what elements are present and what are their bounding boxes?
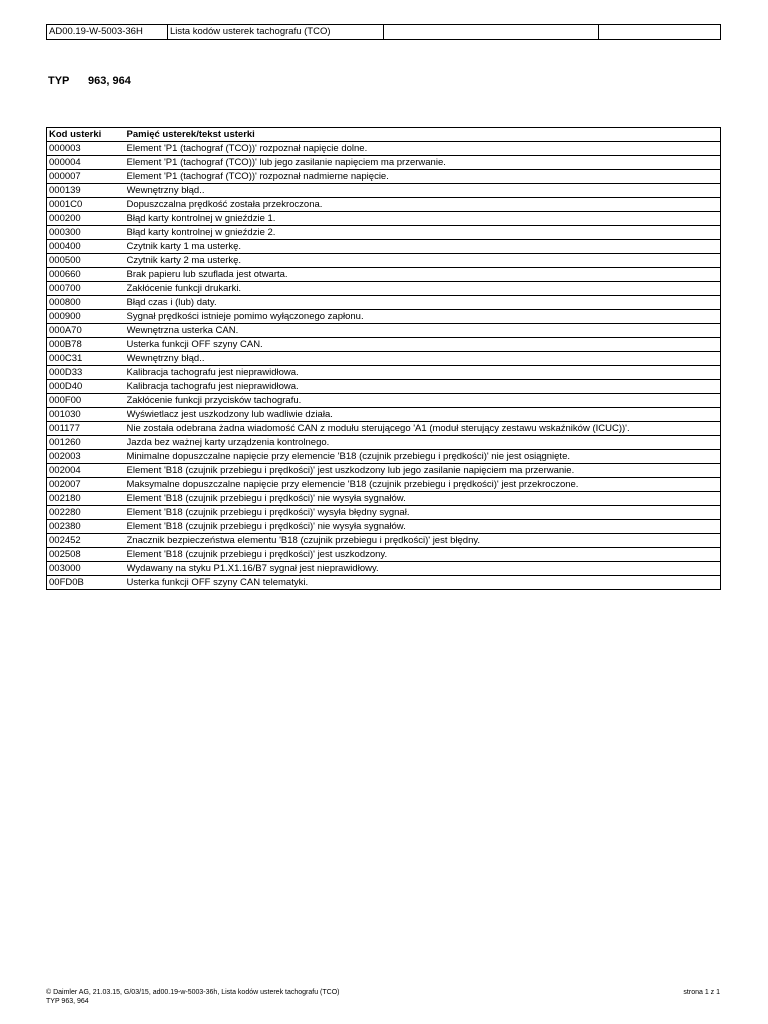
table-row <box>47 534 721 548</box>
fault-code: 000007 <box>47 170 127 184</box>
header-empty-cell <box>384 25 599 40</box>
fault-code: 000800 <box>47 296 127 310</box>
fault-description: Element 'B18 (czujnik przebiegu i prędkości)' jest uszkodzony. <box>127 548 721 562</box>
fault-rows <box>47 142 721 590</box>
fault-description: Błąd czas i (lub) daty. <box>127 296 721 310</box>
fault-code: 002180 <box>47 492 127 506</box>
table-row <box>47 268 721 282</box>
fault-description: Maksymalne dopuszczalne napięcie przy elemencie 'B18 (czujnik przebiegu i prędkości)' jest przekroczone. <box>127 478 721 492</box>
fault-description: Wydawany na styku P1.X1.16/B7 sygnał jest nieprawidłowy. <box>127 562 721 576</box>
table-row <box>47 478 721 492</box>
footer-typ: TYP 963, 964 <box>46 998 89 1005</box>
fault-description: Brak papieru lub szuflada jest otwarta. <box>127 268 721 282</box>
table-row <box>47 296 721 310</box>
table-row <box>47 576 721 590</box>
fault-code: 00FD0B <box>47 576 127 590</box>
fault-description: Sygnał prędkości istnieje pomimo wyłączonego zapłonu. <box>127 310 721 324</box>
fault-code: 002004 <box>47 464 127 478</box>
table-row <box>47 338 721 352</box>
fault-description: Element 'B18 (czujnik przebiegu i prędkości)' nie wysyła sygnałów. <box>127 492 721 506</box>
fault-code: 002007 <box>47 478 127 492</box>
fault-code: 000D40 <box>47 380 127 394</box>
table-row <box>47 450 721 464</box>
table-row <box>47 198 721 212</box>
fault-code: 002280 <box>47 506 127 520</box>
table-row <box>47 254 721 268</box>
table-row <box>47 408 721 422</box>
footer-copyright: © Daimler AG, 21.03.15, G/03/15, ad00.19-w-5003-36h, Lista kodów usterek tachografu (TCO) <box>46 989 340 996</box>
fault-code: 000B78 <box>47 338 127 352</box>
table-row <box>47 282 721 296</box>
fault-code: 002452 <box>47 534 127 548</box>
fault-code-table <box>46 127 721 590</box>
fault-code: 000003 <box>47 142 127 156</box>
table-row <box>47 212 721 226</box>
table-row <box>47 170 721 184</box>
typ-heading <box>48 75 131 87</box>
fault-code: 000004 <box>47 156 127 170</box>
table-row <box>47 422 721 436</box>
table-row <box>47 464 721 478</box>
fault-description: Jazda bez ważnej karty urządzenia kontrolnego. <box>127 436 721 450</box>
fault-code: 000C31 <box>47 352 127 366</box>
table-row <box>47 492 721 506</box>
fault-description: Wewnętrzna usterka CAN. <box>127 324 721 338</box>
fault-code: 001177 <box>47 422 127 436</box>
fault-description: Znacznik bezpieczeństwa elementu 'B18 (czujnik przebiegu i prędkości)' jest błędny. <box>127 534 721 548</box>
table-row <box>47 436 721 450</box>
fault-description: Wewnętrzny błąd.. <box>127 352 721 366</box>
fault-description: Zakłócenie funkcji drukarki. <box>127 282 721 296</box>
table-row <box>47 548 721 562</box>
fault-code: 0001C0 <box>47 198 127 212</box>
fault-code: 000500 <box>47 254 127 268</box>
doc-code: AD00.19-W-5003-36H <box>47 25 168 40</box>
table-row <box>47 520 721 534</box>
fault-code: 002380 <box>47 520 127 534</box>
fault-description: Element 'B18 (czujnik przebiegu i prędkości)' nie wysyła sygnałów. <box>127 520 721 534</box>
footer-left <box>46 988 339 1006</box>
table-row <box>47 366 721 380</box>
fault-description: Kalibracja tachografu jest nieprawidłowa. <box>127 380 721 394</box>
fault-description: Czytnik karty 2 ma usterkę. <box>127 254 721 268</box>
column-header-code: Kod usterki <box>47 128 127 142</box>
fault-code: 003000 <box>47 562 127 576</box>
typ-label: TYP <box>48 75 70 87</box>
fault-code: 000A70 <box>47 324 127 338</box>
table-row <box>47 226 721 240</box>
fault-description: Dopuszczalna prędkość została przekroczona. <box>127 198 721 212</box>
doc-title: Lista kodów usterek tachografu (TCO) <box>168 25 384 40</box>
fault-code: 000139 <box>47 184 127 198</box>
table-row <box>47 506 721 520</box>
fault-description: Nie została odebrana żadna wiadomość CAN z modułu sterującego 'A1 (moduł sterujący zestawu wskaźników (ICUC))'. <box>127 422 721 436</box>
fault-code: 000200 <box>47 212 127 226</box>
fault-code: 000F00 <box>47 394 127 408</box>
fault-code: 000D33 <box>47 366 127 380</box>
table-row <box>47 310 721 324</box>
fault-description: Zakłócenie funkcji przycisków tachografu. <box>127 394 721 408</box>
column-header-description: Pamięć usterek/tekst usterki <box>127 128 721 142</box>
fault-code: 000700 <box>47 282 127 296</box>
fault-description: Błąd karty kontrolnej w gnieździe 1. <box>127 212 721 226</box>
fault-description: Usterka funkcji OFF szyny CAN telematyki. <box>127 576 721 590</box>
table-row <box>47 142 721 156</box>
fault-description: Element 'B18 (czujnik przebiegu i prędkości)' jest uszkodzony lub jego zasilanie napięciem ma przerwanie. <box>127 464 721 478</box>
fault-description: Usterka funkcji OFF szyny CAN. <box>127 338 721 352</box>
fault-description: Wewnętrzny błąd.. <box>127 184 721 198</box>
fault-code: 000400 <box>47 240 127 254</box>
fault-description: Element 'B18 (czujnik przebiegu i prędkości)' wysyła błędny sygnał. <box>127 506 721 520</box>
table-row <box>47 394 721 408</box>
table-header-row <box>47 128 721 142</box>
fault-description: Element 'P1 (tachograf (TCO))' rozpoznał nadmierne napięcie. <box>127 170 721 184</box>
document-header <box>46 24 721 40</box>
table-row <box>47 380 721 394</box>
table-row <box>47 240 721 254</box>
fault-description: Minimalne dopuszczalne napięcie przy elemencie 'B18 (czujnik przebiegu i prędkości)' nie jest osiągnięte. <box>127 450 721 464</box>
table-row <box>47 156 721 170</box>
header-row <box>47 25 721 40</box>
table-row <box>47 352 721 366</box>
fault-code: 002003 <box>47 450 127 464</box>
fault-description: Element 'P1 (tachograf (TCO))' rozpoznał napięcie dolne. <box>127 142 721 156</box>
typ-models: 963, 964 <box>88 75 131 87</box>
fault-description: Element 'P1 (tachograf (TCO))' lub jego zasilanie napięciem ma przerwanie. <box>127 156 721 170</box>
fault-code: 002508 <box>47 548 127 562</box>
fault-description: Czytnik karty 1 ma usterkę. <box>127 240 721 254</box>
table-row <box>47 562 721 576</box>
fault-code: 000900 <box>47 310 127 324</box>
fault-description: Kalibracja tachografu jest nieprawidłowa. <box>127 366 721 380</box>
fault-code: 000300 <box>47 226 127 240</box>
table-row <box>47 324 721 338</box>
fault-description: Błąd karty kontrolnej w gnieździe 2. <box>127 226 721 240</box>
fault-description: Wyświetlacz jest uszkodzony lub wadliwie działa. <box>127 408 721 422</box>
fault-code: 001260 <box>47 436 127 450</box>
header-empty-cell <box>599 25 721 40</box>
table-row <box>47 184 721 198</box>
fault-code: 000660 <box>47 268 127 282</box>
page-number: strona 1 z 1 <box>683 989 720 996</box>
fault-code: 001030 <box>47 408 127 422</box>
